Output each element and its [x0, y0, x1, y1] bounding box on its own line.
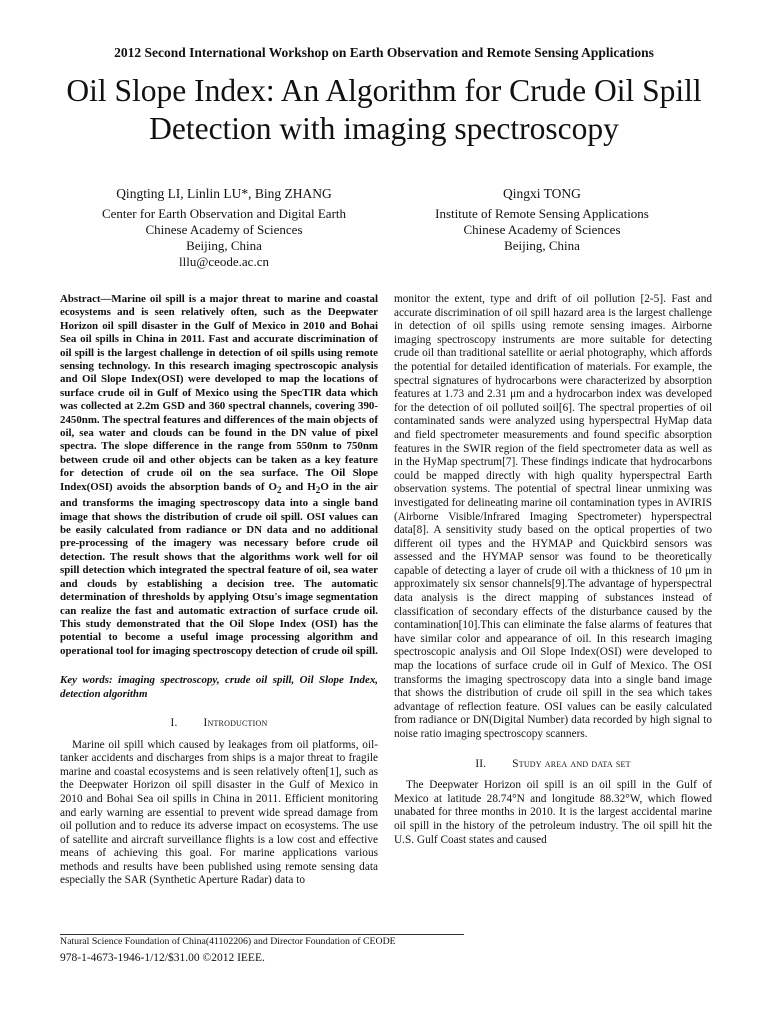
author-block-left: [74, 186, 374, 270]
keywords: Key words: imaging spectroscopy, crude oil spill, Oil Slope Index, detection algorithm: [60, 674, 378, 700]
abstract-text-3: O in the air and transforms the imaging spectroscopy data into a single band image that shows the distribution of crude oil spill. OSI values can be easily calculated from radiance or DN data and no additional pre-processing of the imagery was necessary before crude oil detection. The result shows that the algorithms work well for oil spill detection which integrated the spectral feature of oil, sea water and clouds by establishing a decision tree. The automatic determination of thresholds by applying Otsu's image segmentation can realize the fast and automatic extraction of surface crude oil. This study demonstrated that the Oil Slope Index (OSI) has the potential to become a useful image processing algorithm and operational tool for imaging spectroscopy detection of crude oil spill.: [60, 480, 378, 657]
author-names-right: Qingxi TONG: [503, 186, 581, 201]
isbn-copyright: 978-1-4673-1946-1/12/$31.00 ©2012 IEEE.: [60, 952, 265, 964]
right-column: [394, 293, 712, 847]
affiliation-left-1: Center for Earth Observation and Digital Earth: [101, 206, 347, 221]
conference-header: 2012 Second International Workshop on Earth Observation and Remote Sensing Applications: [114, 45, 654, 60]
affiliation-right-1: Institute of Remote Sensing Applications: [435, 206, 649, 221]
affiliation-left-2: Chinese Academy of Sciences: [145, 222, 303, 237]
author-names-left: Qingting LI, Linlin LU*, Bing ZHANG: [116, 186, 332, 201]
abstract: [60, 293, 378, 658]
author-email: lllu@ceode.ac.cn: [179, 254, 269, 269]
introduction-continued: monitor the extent, type and drift of oil pollution [2-5]. Fast and accurate discrimination of oil spill hazard area is the largest challenge in detection of oil spills using remote sensing images. Airborne imaging spectroscopy instruments are more suitable for detecting crude oil than traditional satellite or aerial photography, which affords the potential for detailed identification of materials. For example, the spectral signatures of hydrocarbons were characterized by absorption features at 1.73 and 2.31 μm and a hydrocarbon index was developed for the detection of oil polluted soil[6]. The spectral properties of oil contaminated sands were analyzed using hyperspectral HyMap data and field spectrometer measurements and found specific absorption features in the SWIR region of the field spectrometer data as well as in the HyMap spectrum[7]. These findings indicate that hydrocarbons could be mapped directly with high quality hyperspectral Earth observation systems. The potential of spectral linear unmixing was investigated for delineating marine oil contamination types in AVIRIS (Airborne Visible/Infrared Imaging Spectrometer) hyperspectral data[8]. A sensitivity study based on the optical properties of two different oil types and the HYMAP and Quickbird sensors was assessed and the HYMAP sensor was found to be theoretically capable of detecting a layer of crude oil with a thickness of 10 μm in approximately six sensor channels[9].The advantage of hyperspectral data analysis is the direct mapping of substances instead of classification of secondary effects of the disturbance caused by the contamination[10].This can eliminate the false alarms of features that have similar color and appearance of oil. In this research imaging spectroscopic analysis and Oil Slope Index(OSI) were developed to map the locations of surface crude oil in Gulf of Mexico. The OSI transforms the imaging spectroscopy data into a single band image that shows the distribution of crude oil spill in the sea which takes advantage of reflection feature. OSI values can be easily calculated from radiance or DN(Digital Number) data recorded by high signal to noise ratio imaging spectroscopy scanners.: [394, 293, 712, 740]
section-title: Introduction: [203, 716, 268, 729]
left-column: [60, 293, 378, 888]
section-number: II.: [475, 757, 487, 770]
study-area-paragraph: The Deepwater Horizon oil spill is an oil spill in the Gulf of Mexico at latitude 28.74°N and longitude 88.32°W, which flowed unabated for three months in 2010. It is the largest accidental marine oil spill in the history of the petroleum industry. The oil spill hit the U.S. Gulf Coast states and caused: [394, 779, 712, 846]
funding-footnote: Natural Science Foundation of China(41102206) and Director Foundation of CEODE: [60, 936, 396, 947]
title-line-1: Oil Slope Index: An Algorithm for Crude Oil Spill: [66, 73, 702, 108]
section-heading-study-area: [394, 758, 712, 772]
footnote-rule: [60, 934, 464, 935]
section-title: Study area and data set: [512, 757, 631, 770]
affiliation-right-3: Beijing, China: [504, 238, 580, 253]
section-heading-introduction: [60, 717, 378, 731]
section-number: I.: [170, 716, 178, 729]
abstract-text-2: and H: [281, 480, 316, 493]
subscript-h2o: 2: [315, 484, 321, 495]
paper-title: [20, 72, 748, 148]
affiliation-left-3: Beijing, China: [186, 238, 262, 253]
author-block-right: [392, 186, 692, 254]
title-line-2: Detection with imaging spectroscopy: [149, 111, 619, 146]
subscript-o2: 2: [277, 484, 282, 495]
affiliation-right-2: Chinese Academy of Sciences: [463, 222, 621, 237]
introduction-paragraph: Marine oil spill which caused by leakages from oil platforms, oil-tanker accidents and discharges from ships is a major threat to fragile marine and coastal ecosystems and is seen relatively often[1], such as the Deepwater Horizon oil spill disaster in the Gulf of Mexico in 2010 and Bohai Sea oil spills in China in 2011. Efficient monitoring and early warning are essential to prevent wide spread damage from oil pollution and to reduce its adverse impact on ecosystems. The use of satellite and aircraft surveillance flights is a low cost and effective means of achieving this goal. For marine applications various methods and results have been published using remote sensing data especially the SAR (Synthetic Aperture Radar) data to: [60, 738, 378, 887]
abstract-text-1: Abstract—Marine oil spill is a major threat to marine and coastal ecosystems and is seen relatively often, such as the Deepwater Horizon oil spill disaster in the Gulf of Mexico in 2010 and Bohai Sea oil spills in China in 2011. Fast and accurate discrimination of oil spill is the largest challenge in detection of oil spills using remote sensing technology. In this research imaging spectroscopic analysis and Oil Slope Index(OSI) were developed to map the locations of surface crude oil in Gulf of Mexico using the SpecTIR data which was collected at 2.2m GSD and 360 spectral channels, covering 390-2450nm. The spectral features and differences of the main objects of oil, sea water and clouds can be found in the DN value of pixel spectra. The slope difference in the range from 550nm to 750nm between crude oil and other objects can be taken as a key feature for detection of crude oil on the sea surface. The Oil Slope Index(OSI) avoids the absorption bands of O: [60, 293, 378, 493]
